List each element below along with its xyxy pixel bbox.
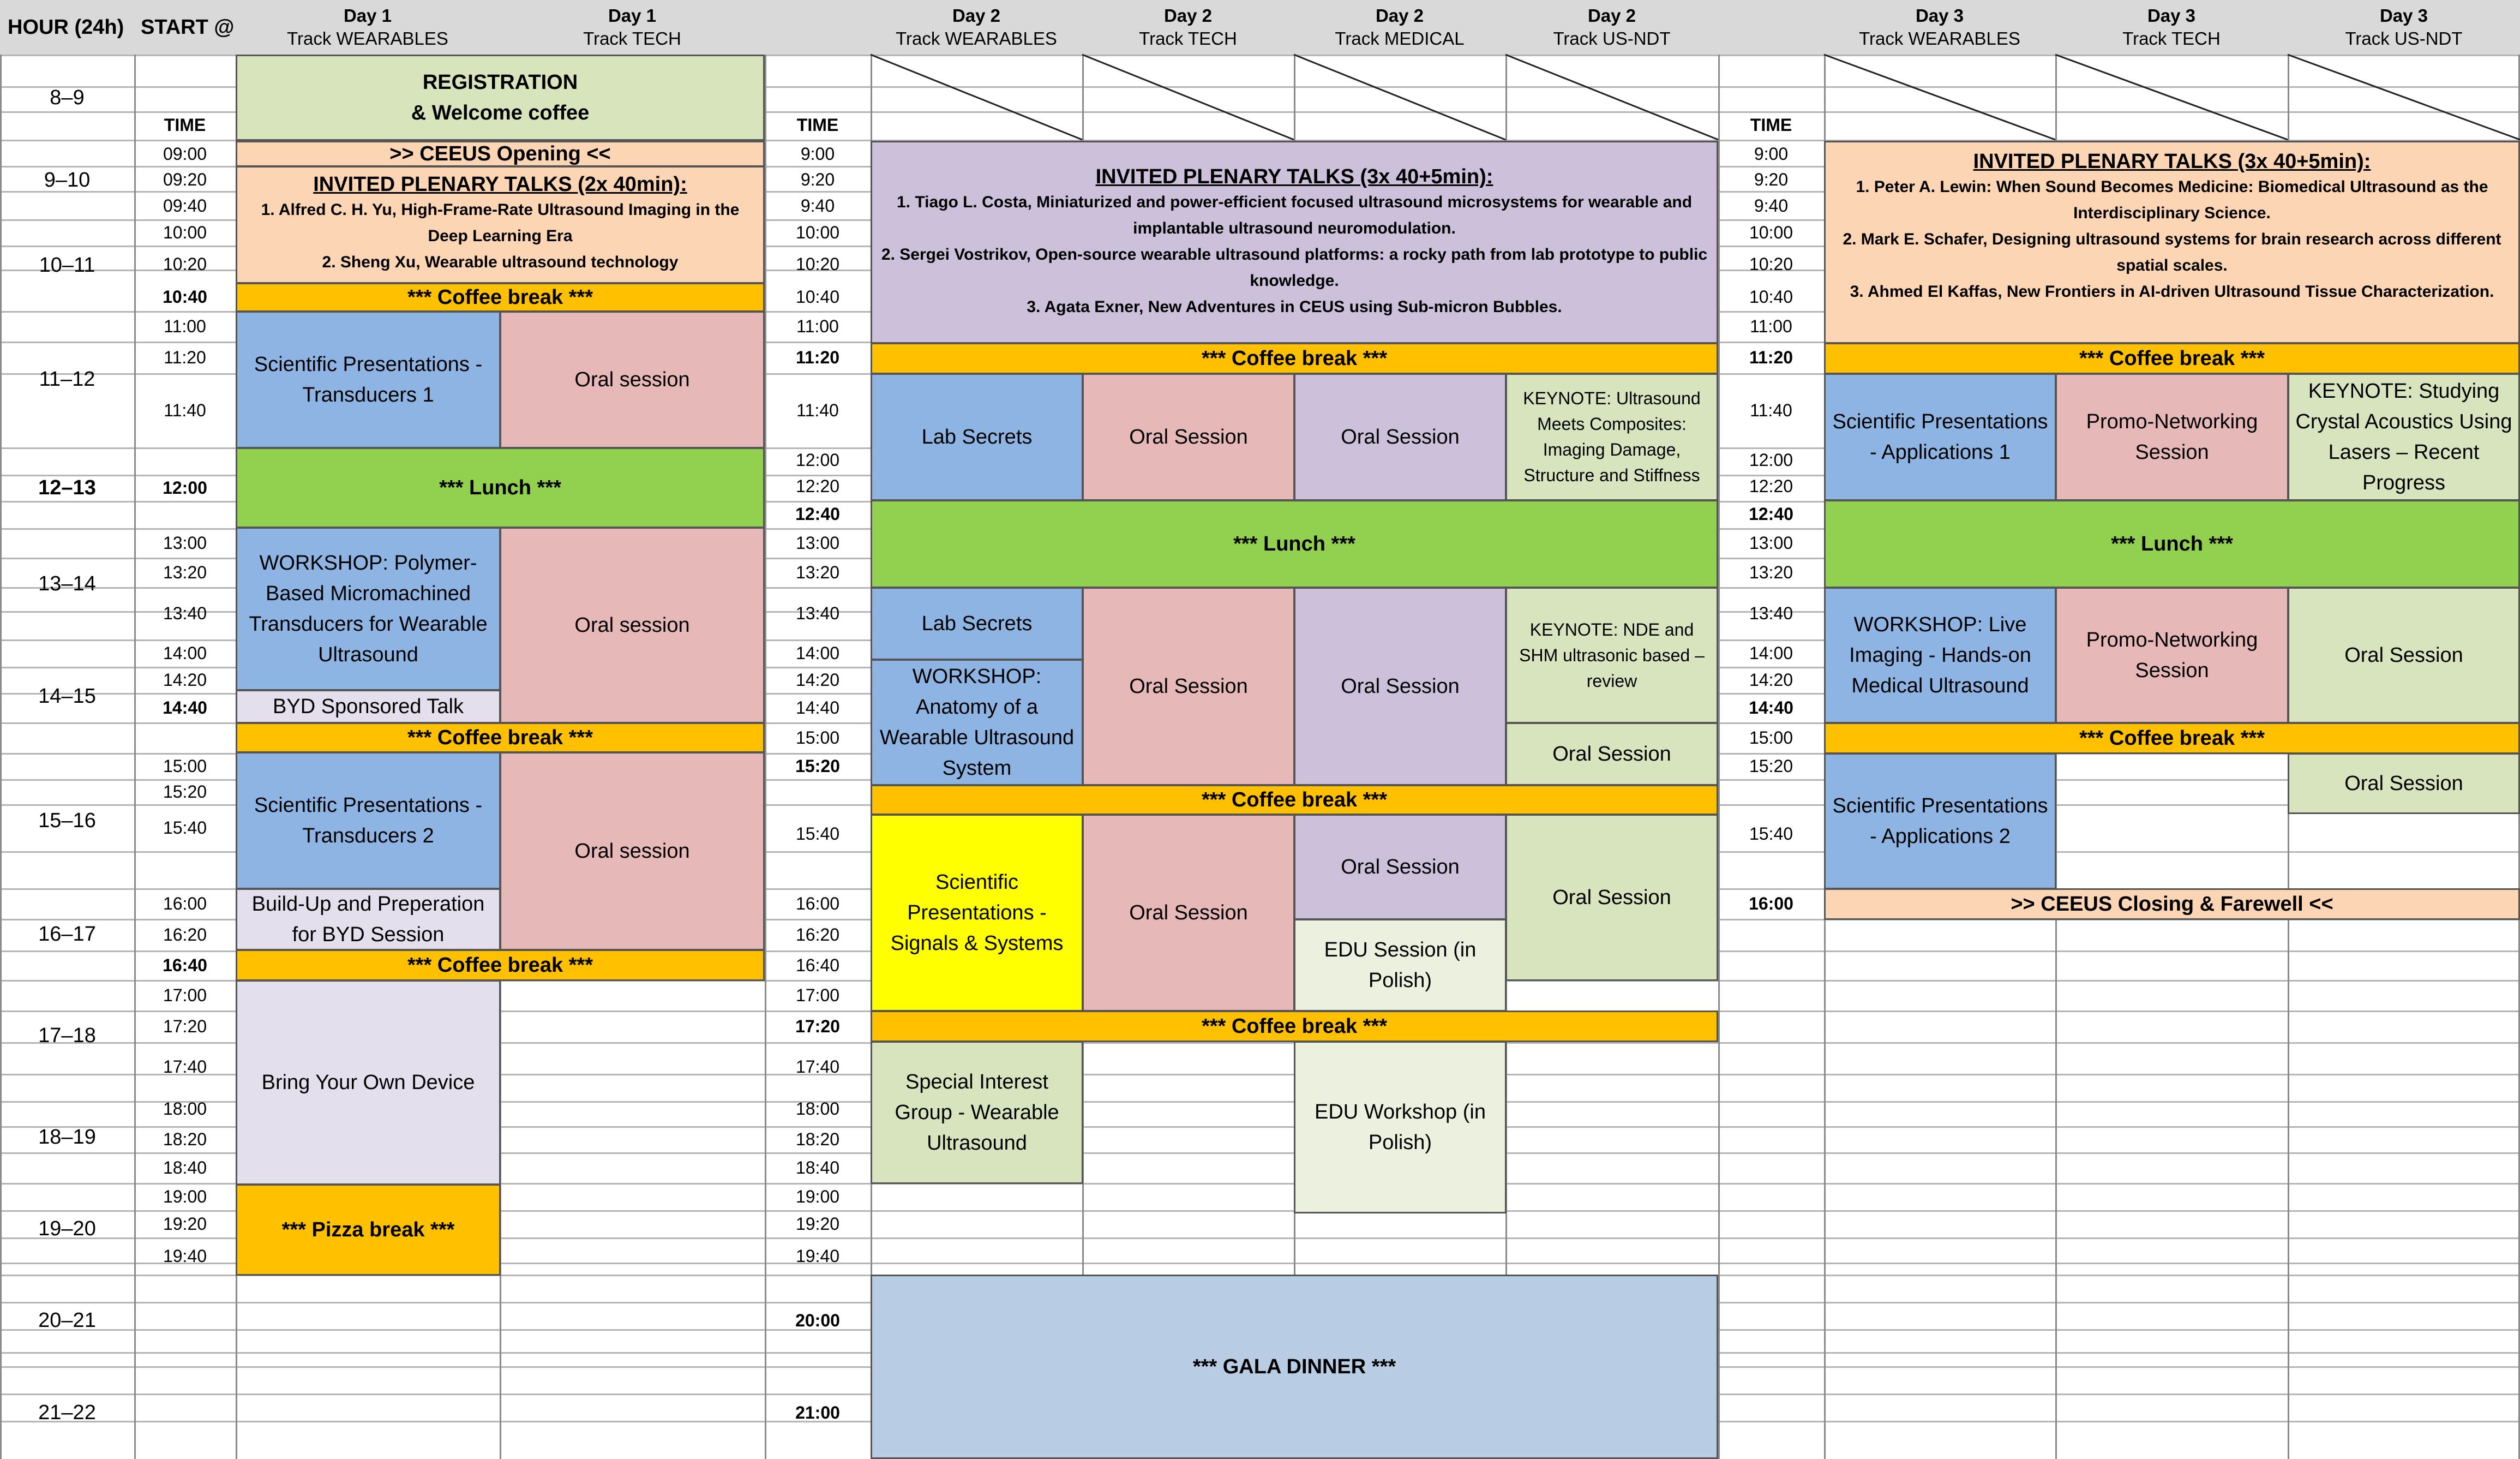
day2-plenary-block xyxy=(871,141,1718,344)
day2-medical-oral-session: Oral Session xyxy=(1294,587,1507,786)
col-header-day1-wearables: Day 1 Track WEARABLES xyxy=(287,5,448,49)
time-slot-label: 14:40 xyxy=(795,697,840,717)
time-slot-label: 17:00 xyxy=(163,985,207,1005)
day3-keynote: KEYNOTE: Studying Crystal Acoustics Using Lasers – Recent Progress xyxy=(2288,373,2520,501)
time-slot-label: 16:00 xyxy=(1749,893,1793,913)
coffee-break: *** Coffee break *** xyxy=(236,283,765,312)
day2-plenary-item: 3. Agata Exner, New Adventures in CEUS using Sub-micron Bubbles. xyxy=(1027,298,1562,316)
time-slot-label: 13:40 xyxy=(1749,603,1793,623)
hour-column-label: HOUR (24h) xyxy=(8,15,124,39)
time-slot-label: 15:20 xyxy=(163,781,207,802)
col-header-day2-wearables: Day 2 Track WEARABLES xyxy=(896,5,1057,49)
time-slot-label: 15:20 xyxy=(795,756,840,776)
time-slot-label: 16:00 xyxy=(795,893,840,913)
hour-label: 12–13 xyxy=(38,476,96,499)
day3-workshop: WORKSHOP: Live Imaging - Hands-on Medical Ultrasound xyxy=(1824,587,2056,723)
time-slot-label: 9:40 xyxy=(800,195,835,216)
hour-label: 18–19 xyxy=(38,1125,96,1149)
sci-applications-2: Scientific Presentations - Applications 2 xyxy=(1824,753,2056,889)
time-slot-label: 18:20 xyxy=(163,1129,207,1149)
sci-transducers-1: Scientific Presentations - Transducers 1 xyxy=(236,311,501,449)
time-slot-label: 15:40 xyxy=(163,817,207,838)
time-slot-label: 11:40 xyxy=(164,400,206,420)
promo-networking: Promo-Networking Session xyxy=(2055,373,2289,501)
time-slot-label: 09:40 xyxy=(163,195,207,216)
col-header-day2-medical: Day 2 Track MEDICAL xyxy=(1335,5,1465,49)
pizza-break: *** Pizza break *** xyxy=(236,1184,501,1276)
time-slot-label: 14:00 xyxy=(163,643,207,663)
time-slot-label: 12:40 xyxy=(795,504,840,524)
col-header-day3-wearables: Day 3 Track WEARABLES xyxy=(1859,5,2020,49)
special-interest-group: Special Interest Group - Wearable Ultrasound xyxy=(871,1041,1083,1184)
time-slot-label: 14:40 xyxy=(1749,697,1793,717)
lab-secrets: Lab Secrets xyxy=(871,587,1083,660)
col-header-day3-tech: Day 3 Track TECH xyxy=(2122,5,2221,49)
time-slot-label: 19:00 xyxy=(795,1186,840,1206)
time-slot-label: 14:20 xyxy=(795,669,840,690)
time-slot-label: 15:20 xyxy=(1749,756,1793,776)
day2-ndt-oral-session: Oral Session xyxy=(1505,722,1718,786)
time-slot-label: 10:20 xyxy=(163,254,207,274)
lunch-block: *** Lunch *** xyxy=(871,500,1718,588)
day1-plenary-item: 1. Alfred C. H. Yu, High-Frame-Rate Ultrasound Imaging in the Deep Learning Era xyxy=(261,201,740,245)
time-slot-label: 16:20 xyxy=(795,924,840,944)
time-slot-label: 11:20 xyxy=(1749,347,1793,367)
hour-label: 20–21 xyxy=(38,1308,96,1332)
time-slot-label: 13:20 xyxy=(795,562,840,582)
time-slot-label: 12:20 xyxy=(1749,476,1793,496)
day3-plenary-item: 1. Peter A. Lewin: When Sound Becomes Medicine: Biomedical Ultrasound as the Interdisciplinary Science. xyxy=(1856,178,2488,222)
day2-workshop: WORKSHOP: Anatomy of a Wearable Ultrasound System xyxy=(871,659,1083,786)
closing-block: >> CEEUS Closing & Farewell << xyxy=(1824,888,2520,920)
time-slot-label: 10:20 xyxy=(1749,254,1793,274)
time-slot-label: 13:20 xyxy=(1749,562,1793,582)
time-slot-label: 16:40 xyxy=(795,955,840,975)
time-slot-label: 15:00 xyxy=(795,727,840,748)
day2-plenary-item: 2. Sergei Vostrikov, Open-source wearable ultrasound platforms: a rocky path from lab prototype to public knowledge. xyxy=(881,246,1708,290)
col-header-day3-usndt: Day 3 Track US-NDT xyxy=(2345,5,2463,49)
time-slot-label: 19:40 xyxy=(163,1246,207,1266)
day2-tech-oral-session: Oral Session xyxy=(1082,587,1295,786)
time-slot-label: 15:40 xyxy=(795,823,840,844)
day3-plenary-item: 2. Mark E. Schafer, Designing ultrasound systems for brain research across different spatial scales. xyxy=(1843,230,2501,274)
time-slot-label: 10:20 xyxy=(795,254,840,274)
start-column-label: START @ xyxy=(141,15,235,39)
time-slot-label: 13:40 xyxy=(795,603,840,623)
time-slot-label: 15:00 xyxy=(163,756,207,776)
time-slot-label: 18:20 xyxy=(795,1129,840,1149)
time-slot-label: 14:40 xyxy=(163,697,207,717)
time-slot-label: 13:20 xyxy=(163,562,207,582)
coffee-break: *** Coffee break *** xyxy=(236,722,765,753)
time-slot-label: 9:20 xyxy=(800,169,835,189)
bring-your-own-device: Bring Your Own Device xyxy=(236,980,501,1185)
time-slot-label: 14:20 xyxy=(1749,669,1793,690)
time-slot-label: 19:40 xyxy=(795,1246,840,1266)
promo-networking: Promo-Networking Session xyxy=(2055,587,2289,723)
time-slot-label: 11:20 xyxy=(164,347,206,367)
hour-label: 17–18 xyxy=(38,1024,96,1047)
day3-plenary-block xyxy=(1824,141,2520,344)
byd-buildup: Build-Up and Preperation for BYD Session xyxy=(236,888,501,950)
time-slot-label: 17:40 xyxy=(795,1056,840,1077)
day2-medical-oral-session: Oral Session xyxy=(1294,373,1507,501)
time-slot-label: 9:20 xyxy=(1754,169,1789,189)
hour-label: 16–17 xyxy=(38,922,96,946)
hour-label: 15–16 xyxy=(38,809,96,832)
time-slot-label: 18:40 xyxy=(163,1157,207,1177)
day2-tech-oral-session: Oral Session xyxy=(1082,814,1295,1012)
coffee-break: *** Coffee break *** xyxy=(1824,343,2520,374)
time-slot-label: 12:00 xyxy=(1749,450,1793,470)
time-slot-label: 09:20 xyxy=(163,169,207,189)
hour-label: 21–22 xyxy=(38,1401,96,1424)
time-slot-label: 21:00 xyxy=(795,1402,840,1422)
hour-label: 11–12 xyxy=(39,367,95,391)
day2-tech-oral-session: Oral Session xyxy=(1082,373,1295,501)
time-slot-label: 15:40 xyxy=(1749,823,1793,844)
hour-label: 14–15 xyxy=(38,684,96,708)
day2-keynote-nde: KEYNOTE: NDE and SHM ultrasonic based – review xyxy=(1505,587,1718,723)
time-slot-label: 19:20 xyxy=(795,1213,840,1234)
time-slot-label: 12:00 xyxy=(795,450,840,470)
coffee-break: *** Coffee break *** xyxy=(1824,722,2520,754)
time-slot-label: 10:40 xyxy=(1749,286,1793,307)
time-slot-label: 13:40 xyxy=(163,603,207,623)
time-header-day1: TIME xyxy=(164,115,206,135)
day3-plenary-item: 3. Ahmed El Kaffas, New Frontiers in AI-driven Ultrasound Tissue Characterization. xyxy=(1850,283,2494,301)
day2-plenary-title: INVITED PLENARY TALKS (3x 40+5min): xyxy=(1095,165,1493,188)
day2-plenary-item: 1. Tiago L. Costa, Miniaturized and power-efficient focused ultrasound microsystems for wearable and implantable ultrasound neuromodulation. xyxy=(896,193,1693,237)
lunch-block: *** Lunch *** xyxy=(1824,500,2520,588)
time-slot-label: 10:40 xyxy=(163,286,207,307)
col-header-day2-usndt: Day 2 Track US-NDT xyxy=(1553,5,1671,49)
day1-oral-session: Oral session xyxy=(500,527,765,723)
hour-label: 10–11 xyxy=(39,253,95,277)
day1-workshop: WORKSHOP: Polymer-Based Micromachined Transducers for Wearable Ultrasound xyxy=(236,527,501,691)
time-slot-label: 14:00 xyxy=(795,643,840,663)
time-slot-label: 10:00 xyxy=(795,222,840,242)
time-slot-label: 17:00 xyxy=(795,985,840,1005)
time-slot-label: 9:00 xyxy=(800,143,835,164)
time-header-day2: TIME xyxy=(796,115,839,135)
day2-medical-oral-session: Oral Session xyxy=(1294,814,1507,920)
lunch-block: *** Lunch *** xyxy=(236,447,765,528)
time-slot-label: 12:40 xyxy=(1749,504,1793,524)
time-slot-label: 12:00 xyxy=(163,477,207,498)
time-slot-label: 13:00 xyxy=(163,533,207,553)
coffee-break: *** Coffee break *** xyxy=(871,1010,1718,1042)
time-slot-label: 9:40 xyxy=(1754,195,1789,216)
time-slot-label: 11:20 xyxy=(795,347,840,367)
time-slot-label: 16:00 xyxy=(163,893,207,913)
hour-label: 9–10 xyxy=(44,168,91,192)
time-slot-label: 17:20 xyxy=(795,1016,840,1036)
day3-oral-session: Oral Session xyxy=(2288,753,2520,814)
time-slot-label: 16:20 xyxy=(163,924,207,944)
time-slot-label: 16:40 xyxy=(163,955,207,975)
gala-dinner: *** GALA DINNER *** xyxy=(871,1275,1718,1459)
time-slot-label: 11:00 xyxy=(1750,316,1792,336)
time-slot-label: 10:40 xyxy=(795,286,840,307)
time-header-day3: TIME xyxy=(1750,115,1792,135)
day1-plenary-title: INVITED PLENARY TALKS (2x 40min): xyxy=(313,173,687,196)
time-slot-label: 18:40 xyxy=(795,1157,840,1177)
time-slot-label: 10:00 xyxy=(163,222,207,242)
day3-oral-session: Oral Session xyxy=(2288,587,2520,723)
sci-signals-systems: Scientific Presentations - Signals & Systems xyxy=(871,814,1083,1012)
coffee-break: *** Coffee break *** xyxy=(871,343,1718,374)
time-slot-label: 19:20 xyxy=(163,1213,207,1234)
time-slot-label: 13:00 xyxy=(795,533,840,553)
day1-oral-session: Oral session xyxy=(500,311,765,449)
time-slot-label: 9:00 xyxy=(1754,143,1789,164)
time-slot-label: 10:00 xyxy=(1749,222,1793,242)
day1-plenary-item: 2. Sheng Xu, Wearable ultrasound technology xyxy=(322,253,679,271)
registration-block: REGISTRATION & Welcome coffee xyxy=(236,55,765,141)
day2-ndt-oral-session: Oral Session xyxy=(1505,814,1718,981)
time-slot-label: 17:40 xyxy=(163,1056,207,1077)
day1-oral-session: Oral session xyxy=(500,752,765,950)
time-slot-label: 17:20 xyxy=(163,1016,207,1036)
byd-sponsored-talk: BYD Sponsored Talk xyxy=(236,690,501,723)
time-slot-label: 14:00 xyxy=(1749,643,1793,663)
edu-workshop: EDU Workshop (in Polish) xyxy=(1294,1041,1507,1213)
day3-plenary-title: INVITED PLENARY TALKS (3x 40+5min): xyxy=(1973,150,2371,173)
time-slot-label: 18:00 xyxy=(795,1098,840,1119)
edu-session: EDU Session (in Polish) xyxy=(1294,919,1507,1012)
time-slot-label: 11:00 xyxy=(796,316,839,336)
time-slot-label: 09:00 xyxy=(163,143,207,164)
sci-applications-1: Scientific Presentations - Applications 1 xyxy=(1824,373,2056,501)
time-slot-label: 18:00 xyxy=(163,1098,207,1119)
time-slot-label: 11:40 xyxy=(796,400,839,420)
time-slot-label: 13:00 xyxy=(1749,533,1793,553)
time-slot-label: 19:00 xyxy=(163,1186,207,1206)
coffee-break: *** Coffee break *** xyxy=(236,949,765,981)
time-slot-label: 11:40 xyxy=(1750,400,1792,420)
time-slot-label: 14:20 xyxy=(163,669,207,690)
time-slot-label: 15:00 xyxy=(1749,727,1793,748)
hour-label: 19–20 xyxy=(38,1217,96,1240)
col-header-day2-tech: Day 2 Track TECH xyxy=(1139,5,1237,49)
time-slot-label: 11:00 xyxy=(164,316,206,336)
col-header-day1-tech: Day 1 Track TECH xyxy=(583,5,681,49)
day2-keynote-composites: KEYNOTE: Ultrasound Meets Composites: Imaging Damage, Structure and Stiffness xyxy=(1505,373,1718,501)
time-slot-label: 12:20 xyxy=(795,476,840,496)
day1-plenary-block xyxy=(236,166,765,284)
hour-label: 8–9 xyxy=(50,86,85,109)
hour-label: 13–14 xyxy=(38,572,96,595)
coffee-break: *** Coffee break *** xyxy=(871,785,1718,815)
time-slot-label: 20:00 xyxy=(795,1310,840,1330)
lab-secrets: Lab Secrets xyxy=(871,373,1083,501)
sci-transducers-2: Scientific Presentations - Transducers 2 xyxy=(236,752,501,889)
opening-block: >> CEEUS Opening << xyxy=(236,141,765,167)
